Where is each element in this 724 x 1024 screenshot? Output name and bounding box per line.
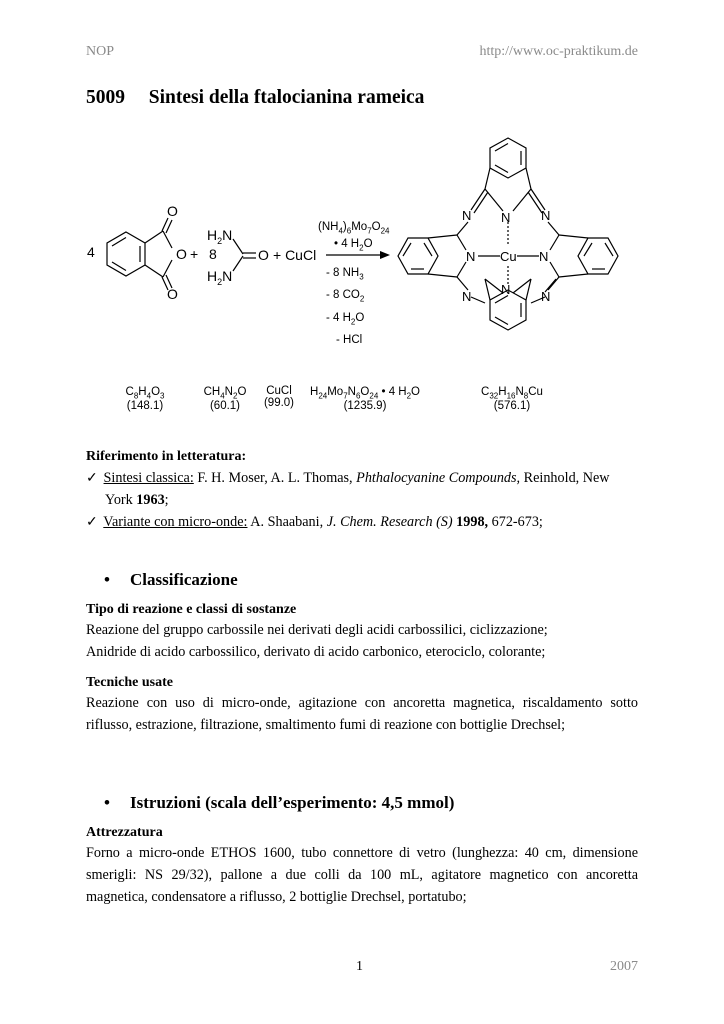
atom-O-top: O	[167, 203, 178, 219]
coef-anhydride: 4	[87, 244, 95, 260]
literature-heading: Riferimento in letteratura:	[86, 449, 247, 464]
reaction-arrowhead	[380, 251, 390, 259]
tecniche-text: Reazione con uso di micro-onde, agitazione con ancoretta magnetica, riscaldamento sotto riflusso, estrazione, filtrazione, smaltimento fumi di reazione con bottiglie Drechsel;	[86, 695, 638, 733]
svg-text:N: N	[539, 249, 549, 264]
lit-classic-label: Sintesi classica:	[103, 470, 194, 486]
literature-item-microwave: ✓ Variante con micro-onde: A. Shaabani, J. Chem. Research (S) 1998, 672-673;	[86, 511, 638, 533]
byproducts	[326, 264, 364, 349]
formula-catalyst: $H_{24}Mo_7N_6O_{24}$ • 4 $H_2O$ (1235.9)	[310, 386, 420, 413]
atom-Cu: Cu	[500, 249, 517, 264]
checkmark-icon: ✓	[86, 470, 98, 486]
section-classificazione: • Classificazione	[104, 570, 238, 589]
formula-product: $C_{32}H_{16}N_8Cu$ (576.1)	[481, 386, 543, 413]
svg-text:N: N	[501, 210, 511, 225]
header-left: NOP	[86, 44, 115, 59]
tipo-heading: Tipo di reazione e classi di sostanze	[86, 602, 297, 617]
svg-text:N: N	[541, 289, 551, 304]
lit-microwave-label: Variante con micro-onde:	[103, 514, 248, 530]
plus-sign: +	[190, 246, 199, 262]
title-text: Sintesi della ftalocianina rameica	[148, 87, 425, 108]
catalyst-hydrate: • 4 $H_2O$	[334, 238, 373, 253]
literature-list: ✓ Sintesi classica: F. H. Moser, A. L. Thomas, Phthalocyanine Compounds, Reinhold, New York 1963; ✓ Variante con micro-onde: A. Shaabani, J. Chem. Research (S) 1998, 672-673;	[86, 467, 638, 533]
title-number: 5009	[86, 87, 125, 108]
checkmark-icon: ✓	[86, 514, 98, 530]
bullet-icon: •	[104, 570, 110, 589]
formula-anhydride: $C_8H_4O_3$ (148.1)	[125, 386, 165, 413]
tecniche-heading: Tecniche usate	[86, 675, 173, 690]
byproduct-co2: - 8 $CO_2$	[326, 289, 365, 304]
page-number: 1	[356, 959, 363, 974]
literature-item-classic: ✓ Sintesi classica: F. H. Moser, A. L. Thomas, Phthalocyanine Compounds, Reinhold, New	[86, 467, 638, 489]
tipo-text: Reazione del gruppo carbossile nei derivati degli acidi carbossilici, ciclizzazione; Anidride di acido carbossilico, derivato di acido carbonico, eterociclo, colorante;	[86, 622, 548, 660]
attrezzatura-heading: Attrezzatura	[86, 825, 163, 840]
cucl-inline: + CuCl	[273, 247, 317, 263]
svg-text:N: N	[501, 282, 511, 297]
formula-urea: $CH_4N_2O$ (60.1)	[203, 386, 247, 413]
section-istruzioni: • Istruzioni (scala dell’esperimento: 4,5 mmol)	[104, 793, 455, 812]
footer-year: 2007	[610, 959, 638, 974]
attrezzatura-text: Forno a micro-onde ETHOS 1600, tubo connettore di vetro (lunghezza: 40 cm, dimensione smerigli: NS 29/32), pallone a due colli da 100 mL, agitatore magnetico con ancoretta magnetica, condensatore a riflusso, 2 bottiglie Drechsel, portatubo;	[86, 845, 638, 905]
atom-O-ring: O	[176, 246, 187, 262]
page-title	[86, 87, 424, 109]
svg-text:N: N	[541, 208, 551, 223]
svg-text:N: N	[462, 289, 472, 304]
coef-urea: 8	[209, 246, 217, 262]
svg-text:N: N	[466, 249, 476, 264]
byproduct-h2o: - 4 $H_2O$	[326, 311, 365, 326]
catalyst-label: $(NH_4)_6Mo_7O_{24}$	[318, 221, 390, 236]
urea-H2N-bottom: $H_2N$	[207, 268, 233, 287]
svg-text:N: N	[462, 208, 472, 223]
byproduct-nh3: - 8 $NH_3$	[326, 267, 364, 282]
atom-O-bottom: O	[167, 286, 178, 302]
urea-H2N-top: $H_2N$	[207, 227, 233, 246]
byproduct-hcl: - HCl	[336, 333, 363, 346]
bullet-icon: •	[104, 793, 110, 812]
anhydride-benzene-ring	[107, 232, 145, 276]
urea-O: O	[258, 247, 269, 263]
formula-cucl: CuCl (99.0)	[263, 385, 295, 409]
header-url[interactable]: http://www.oc-praktikum.de	[479, 44, 638, 59]
